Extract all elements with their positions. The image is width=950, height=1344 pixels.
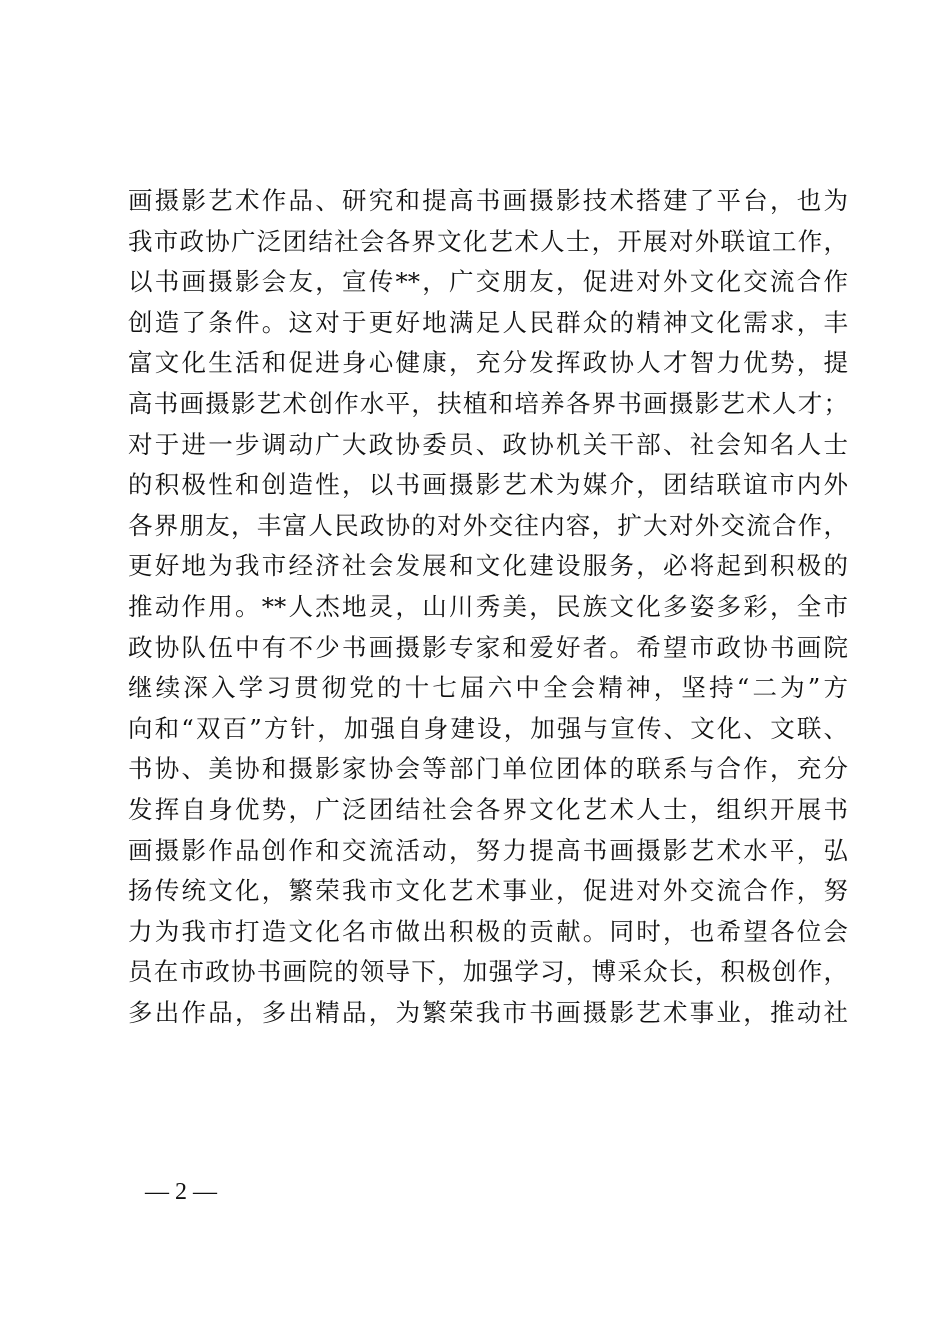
text-line: 高书画摄影艺术创作水平，扶植和培养各界书画摄影艺术人才； [128,388,848,418]
text-line: 对于进一步调动广大政协委员、政协机关干部、社会知名人士 [128,429,848,459]
body-paragraph [128,181,848,1033]
text-line: 我市政协广泛团结社会各界文化艺术人士，开展对外联谊工作， [128,226,848,256]
text-line: 员在市政协书画院的领导下，加强学习，博采众长，积极创作， [128,957,848,987]
text-line: 创造了条件。这对于更好地满足人民群众的精神文化需求，丰 [128,307,848,337]
text-line: 推动作用。**人杰地灵，山川秀美，民族文化多姿多彩，全市 [128,591,848,621]
text-line: 政协队伍中有不少书画摄影专家和爱好者。希望市政协书画院 [128,632,848,662]
text-line: 富文化生活和促进身心健康，充分发挥政协人才智力优势，提 [128,348,848,378]
text-line: 继续深入学习贯彻党的十七届六中全会精神，坚持“二为”方 [128,673,848,703]
text-line: 更好地为我市经济社会发展和文化建设服务，必将起到积极的 [128,551,848,581]
text-line: 的积极性和创造性，以书画摄影艺术为媒介，团结联谊市内外 [128,470,848,500]
text-line: 扬传统文化，繁荣我市文化艺术事业，促进对外交流合作，努 [128,876,848,906]
page-number: — 2 — [145,1179,217,1205]
text-line: 各界朋友，丰富人民政协的对外交往内容，扩大对外交流合作， [128,510,848,540]
text-line: 多出作品，多出精品，为繁荣我市书画摄影艺术事业，推动社 [128,997,848,1027]
text-line: 画摄影作品创作和交流活动，努力提高书画摄影艺术水平，弘 [128,835,848,865]
text-line: 发挥自身优势，广泛团结社会各界文化艺术人士，组织开展书 [128,794,848,824]
text-line: 以书画摄影会友，宣传**，广交朋友，促进对外文化交流合作 [128,267,848,297]
text-line: 书协、美协和摄影家协会等部门单位团体的联系与合作，充分 [128,754,848,784]
text-line: 向和“双百”方针，加强自身建设，加强与宣传、文化、文联、 [128,713,848,743]
text-line: 力为我市打造文化名市做出积极的贡献。同时，也希望各位会 [128,916,848,946]
text-line: 画摄影艺术作品、研究和提高书画摄影技术搭建了平台，也为 [128,186,848,215]
